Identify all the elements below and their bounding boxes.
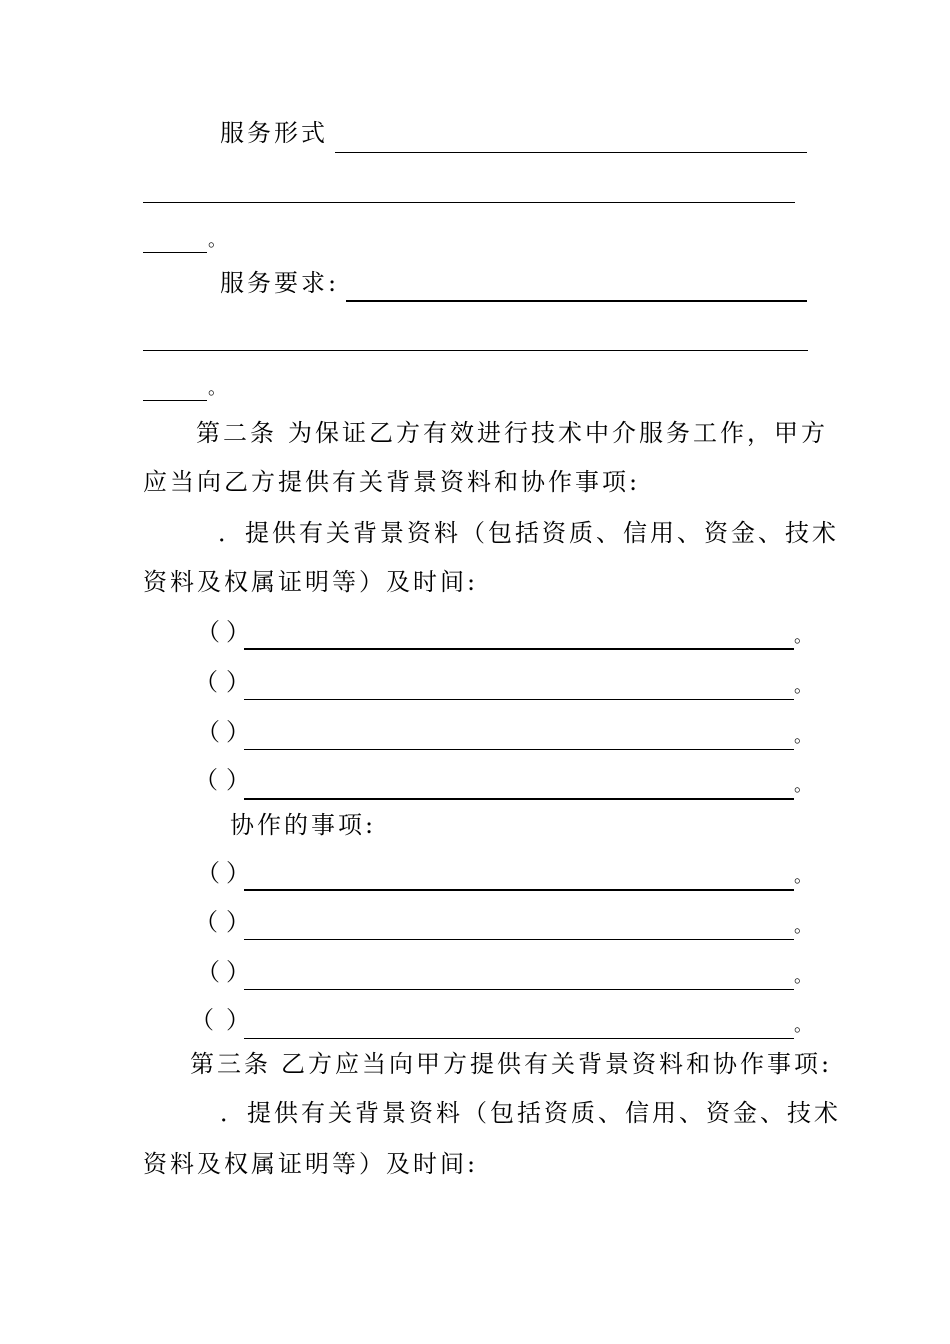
service-requirement-blank-3[interactable]: [143, 400, 207, 401]
coop-item-open-paren: （: [190, 1006, 217, 1034]
coop-item-end-mark: 。: [794, 866, 812, 887]
service-form-blank-2[interactable]: [143, 202, 795, 203]
docs-item-close-paren: ）: [226, 718, 253, 746]
docs-item-blank[interactable]: [244, 699, 794, 700]
coop-item-close-paren: ）: [226, 859, 253, 887]
coop-item-end-mark: 。: [794, 916, 812, 937]
coop-item-open-paren: （: [194, 908, 221, 936]
coop-item-close-paren: ）: [226, 908, 253, 936]
docs-item-open-paren: （: [196, 718, 223, 746]
coop-item-blank[interactable]: [244, 989, 794, 990]
coop-item-close-paren: ）: [226, 1006, 253, 1034]
service-requirement-end-mark: 。: [208, 378, 226, 399]
service-form-blank-3[interactable]: [143, 252, 207, 253]
article-2-intro-line-2: 应当向乙方提供有关背景资料和协作事项:: [143, 468, 641, 496]
service-requirement-label: 服务要求:: [220, 269, 340, 297]
docs-item-close-paren: ）: [226, 618, 253, 646]
article-2-item-1-line-2: 资料及权属证明等）及时间:: [143, 568, 479, 596]
article-3-item-1-line-1: ．提供有关背景资料（包括资质、信用、资金、技术: [220, 1099, 841, 1127]
docs-item-end-mark: 。: [794, 626, 812, 647]
docs-item-close-paren: ）: [226, 766, 253, 794]
coop-item-open-paren: （: [196, 958, 223, 986]
docs-item-end-mark: 。: [794, 726, 812, 747]
docs-item-open-paren: （: [196, 618, 223, 646]
coop-item-blank[interactable]: [244, 939, 794, 940]
article-2-item-1-line-1: ．提供有关背景资料（包括资质、信用、资金、技术: [218, 519, 839, 547]
coop-item-blank[interactable]: [244, 1038, 794, 1039]
service-requirement-blank-1[interactable]: [346, 300, 807, 302]
docs-item-blank[interactable]: [244, 648, 794, 650]
docs-item-blank[interactable]: [244, 749, 794, 750]
coop-item-close-paren: ）: [226, 958, 253, 986]
article-2-intro-line-1: 为保证乙方有效进行技术中介服务工作，甲方: [288, 419, 828, 447]
article-3-heading: 第三条: [190, 1050, 271, 1078]
service-requirement-blank-2[interactable]: [143, 350, 808, 351]
coop-item-end-mark: 。: [794, 1015, 812, 1036]
docs-item-close-paren: ）: [226, 668, 253, 696]
service-form-blank-1[interactable]: [335, 152, 807, 153]
service-form-end-mark: 。: [208, 230, 226, 251]
docs-item-open-paren: （: [194, 766, 221, 794]
docs-item-open-paren: （: [194, 668, 221, 696]
coop-heading: 协作的事项:: [230, 811, 377, 839]
docs-item-end-mark: 。: [794, 775, 812, 796]
article-2-heading: 第二条: [196, 419, 277, 447]
docs-item-end-mark: 。: [794, 676, 812, 697]
docs-item-blank[interactable]: [244, 798, 794, 800]
service-form-label: 服务形式: [220, 119, 328, 147]
coop-item-blank[interactable]: [244, 889, 794, 891]
article-3-intro: 乙方应当向甲方提供有关背景资料和协作事项:: [281, 1050, 833, 1078]
coop-item-end-mark: 。: [794, 966, 812, 987]
article-3-item-1-line-2: 资料及权属证明等）及时间:: [143, 1150, 479, 1178]
coop-item-open-paren: （: [196, 859, 223, 887]
